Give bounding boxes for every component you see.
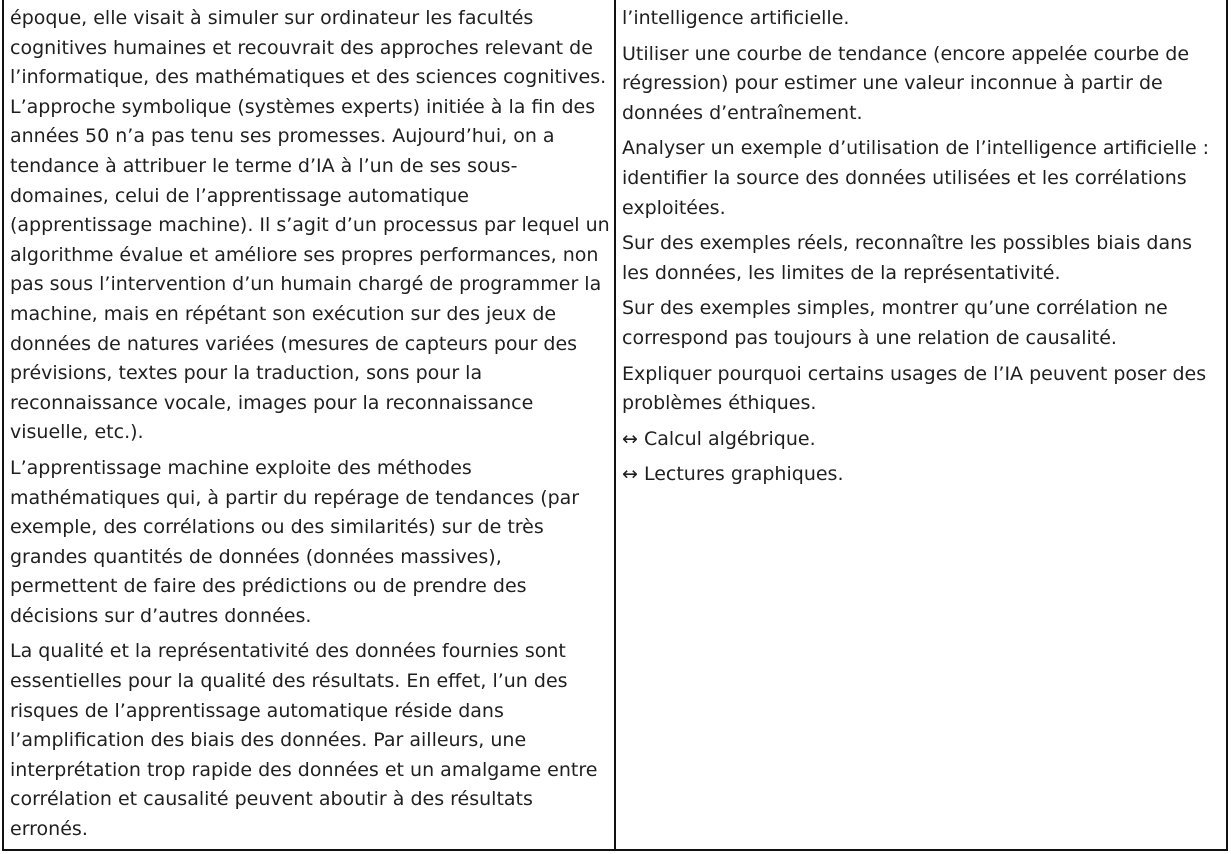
right-paragraph-4: Sur des exemples réels, reconnaître les possibles biais dans les données, les limites de la représentativité. [622,232,1193,284]
cross-reference-calcul: ↔ Calcul algébrique. [622,427,816,450]
right-paragraph-1: l’intelligence artificielle. [622,7,850,29]
left-column [4,0,616,849]
right-paragraph-3: Analyser un exemple d’utilisation de l’intelligence artificielle : identifier la source des données utilisées et les corrélations exploitées. [622,137,1210,219]
content-table [2,0,1228,851]
right-paragraph-2: Utiliser une courbe de tendance (encore appelée courbe de régression) pour estimer une valeur inconnue à partir de données d’entraînement. [622,42,1190,124]
right-paragraph-5: Sur des exemples simples, montrer qu’une corrélation ne correspond pas toujours à une relation de causalité. [622,297,1168,349]
left-paragraph-2: L’apprentissage machine exploite des méthodes mathématiques qui, à partir du repérage de tendances (par exemple, des corrélations ou des similarités) sur de très grandes quantités de données (données massives), permettent de faire des prédictions ou de prendre des décisions sur d’autres données. [10,456,580,627]
left-paragraph-1: époque, elle visait à simuler sur ordinateur les facultés cognitives humaines et recouvrait des approches relevant de l’informatique, des mathématiques et des sciences cognitives. L’approche symbolique (systèmes experts) initiée à la fin des années 50 n’a pas tenu ses promesses. Aujourd’hui, on a tendance à attribuer le terme d’IA à l’un de ses sous-domaines, celui de l’apprentissage automatique (apprentissage machine). Il s’agit d’un processus par lequel un algorithme évalue et améliore ses propres performances, non pas sous l’intervention d’un humain chargé de programmer la machine, mais en répétant son exécution sur des jeux de données de natures variées (mesures de capteurs pour des prévisions, textes pour la traduction, sons pour la reconnaissance vocale, images pour la reconnaissance visuelle, etc.). [10,7,610,444]
left-paragraph-3: La qualité et la représentativité des données fournies sont essentielles pour la qualité des résultats. En effet, l’un des risques de l’apprentissage automatique réside dans l’amplification des biais des données. Par ailleurs, une interprétation trop rapide des données et un amalgame entre corrélation et causalité peuvent aboutir à des résultats erronés. [10,640,598,841]
right-paragraph-6: Expliquer pourquoi certains usages de l’IA peuvent poser des problèmes éthiques. [622,362,1207,415]
cross-reference-lectures: ↔ Lectures graphiques. [622,463,844,486]
right-column [616,0,1226,849]
